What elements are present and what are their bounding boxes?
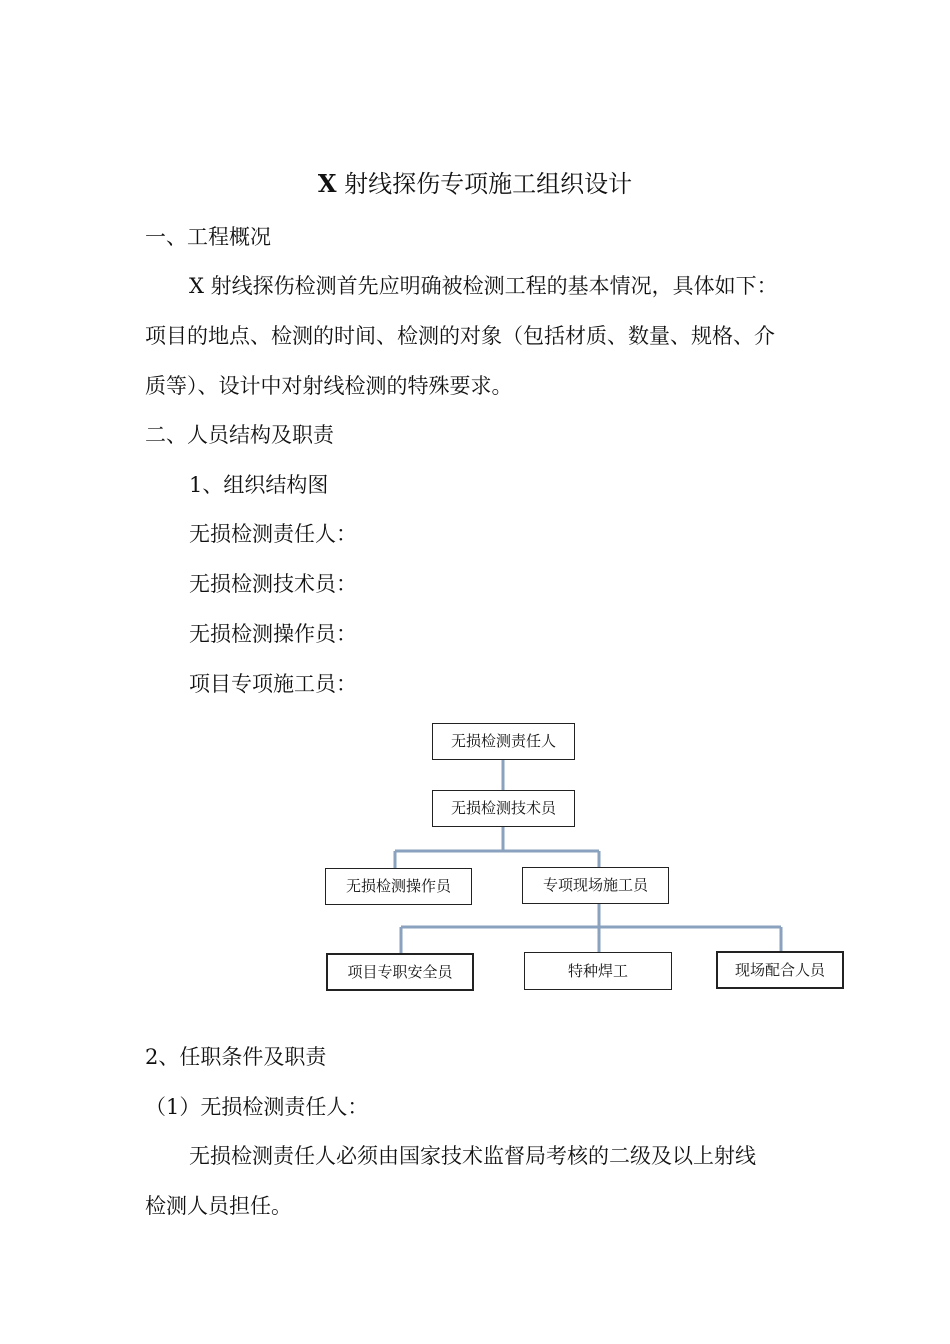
item-1-paragraph-line-2: 检测人员担任。 — [145, 1194, 292, 1218]
item-1-paragraph-line-1: 无损检测责任人必须由国家技术监督局考核的二级及以上射线 — [189, 1144, 756, 1168]
section-1-paragraph-line-1: X 射线探伤检测首先应明确被检测工程的基本情况，具体如下： — [189, 274, 778, 298]
section-2-heading: 二、人员结构及职责 — [145, 423, 334, 447]
title-x: X — [317, 169, 337, 198]
org-node-tech: 无损检测技术员 — [432, 790, 575, 827]
org-node-safety: 项目专职安全员 — [326, 953, 474, 991]
section-1-heading: 一、工程概况 — [145, 225, 271, 249]
org-node-support: 现场配合人员 — [716, 951, 844, 989]
org-node-operator: 无损检测操作员 — [325, 868, 472, 905]
subsection-requirements: 2、任职条件及职责 — [145, 1045, 327, 1069]
subsection-org-chart: 1、组织结构图 — [189, 473, 329, 497]
item-1-heading: （1）无损检测责任人： — [145, 1095, 369, 1119]
title-text: 射线探伤专项施工组织设计 — [336, 170, 633, 198]
org-node-welder: 特种焊工 — [524, 952, 672, 990]
role-label-operator: 无损检测操作员： — [189, 622, 357, 646]
section-1-paragraph-line-2: 项目的地点、检测的时间、检测的对象（包括材质、数量、规格、介 — [145, 324, 775, 348]
section-1-paragraph-line-3: 质等）、设计中对射线检测的特殊要求。 — [145, 374, 513, 398]
org-node-head: 无损检测责任人 — [432, 723, 575, 760]
role-label-site: 项目专项施工员： — [189, 672, 357, 696]
role-label-head: 无损检测责任人： — [189, 522, 357, 546]
role-label-tech: 无损检测技术员： — [189, 572, 357, 596]
org-node-site: 专项现场施工员 — [522, 867, 669, 904]
